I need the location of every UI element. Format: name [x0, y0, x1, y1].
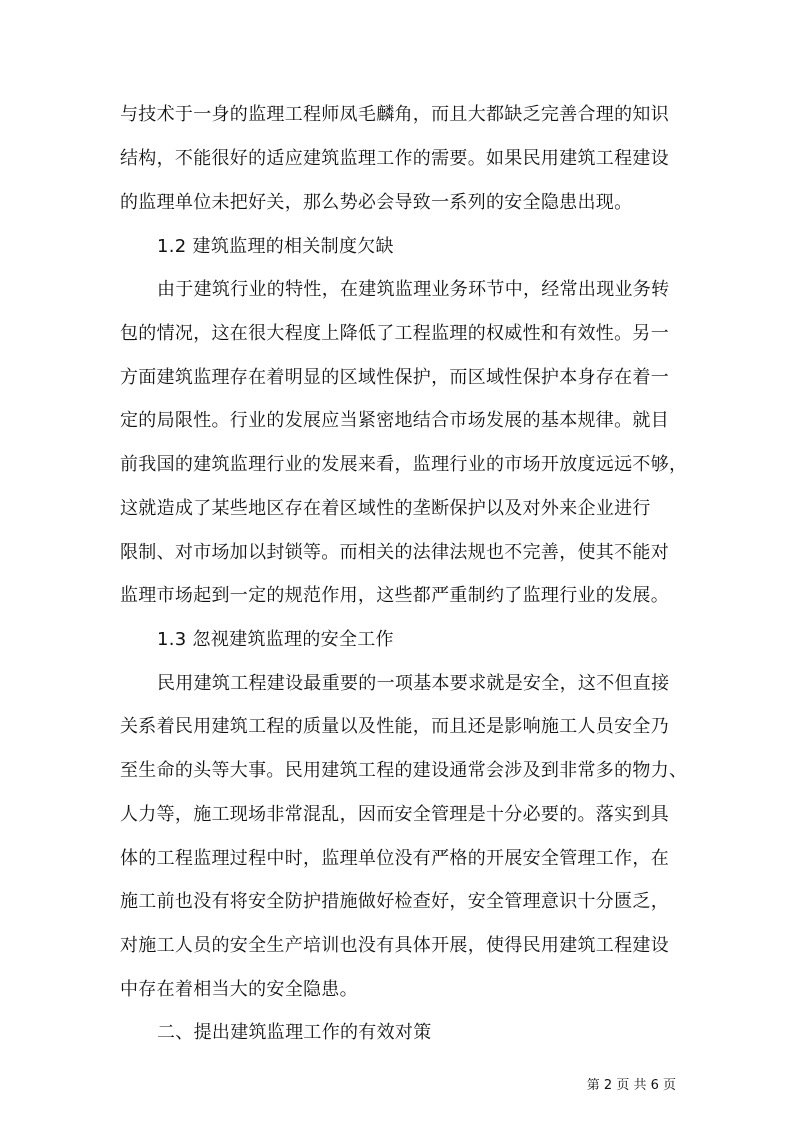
- paragraph-line: 前我国的建筑监理行业的发展来看，监理行业的市场开放度远远不够，: [120, 454, 688, 475]
- paragraph-line: 施工前也没有将安全防护措施做好检查好，安全管理意识十分匮乏，: [120, 891, 669, 912]
- page-number: 第 2 页 共 6 页: [586, 1078, 676, 1093]
- paragraph-line: 对施工人员的安全生产培训也没有具体开展，使得民用建筑工程建设: [120, 935, 669, 956]
- paragraph-line: 民用建筑工程建设最重要的一项基本要求就是安全，这不但直接: [157, 673, 670, 694]
- paragraph-line: 限制、对市场加以封锁等。而相关的法律法规也不完善，使其不能对: [120, 542, 669, 563]
- paragraph-line: 与技术于一身的监理工程师凤毛麟角，而且大都缺乏完善合理的知识: [120, 104, 669, 125]
- paragraph-line: 定的局限性。行业的发展应当紧密地结合市场发展的基本规律。就目: [120, 410, 669, 431]
- paragraph-line: 结构，不能很好的适应建筑监理工作的需要。如果民用建筑工程建设: [120, 148, 669, 169]
- paragraph-line: 体的工程监理过程中时，监理单位没有严格的开展安全管理工作，在: [120, 848, 669, 869]
- section-heading-1-2: 1.2 建筑监理的相关制度欠缺: [157, 236, 394, 257]
- paragraph-line: 至生命的头等大事。民用建筑工程的建设通常会涉及到非常多的物力、: [120, 760, 688, 781]
- paragraph-line: 关系着民用建筑工程的质量以及性能，而且还是影响施工人员安全乃: [120, 716, 669, 737]
- paragraph-line: 的监理单位未把好关，那么势必会导致一系列的安全隐患出现。: [120, 192, 633, 213]
- paragraph-line: 这就造成了某些地区存在着区域性的垄断保护以及对外来企业进行: [120, 498, 651, 519]
- paragraph-line: 方面建筑监理存在着明显的区域性保护，而区域性保护本身存在着一: [120, 367, 669, 388]
- paragraph-line: 由于建筑行业的特性，在建筑监理业务环节中，经常出现业务转: [157, 279, 670, 300]
- paragraph-line: 包的情况，这在很大程度上降低了工程监理的权威性和有效性。另一: [120, 323, 669, 344]
- paragraph-line: 监理市场起到一定的规范作用，这些都严重制约了监理行业的发展。: [120, 585, 669, 606]
- paragraph-line: 中存在着相当大的安全隐患。: [120, 979, 358, 1000]
- section-heading-1-3: 1.3 忽视建筑监理的安全工作: [157, 629, 394, 650]
- section-heading-2: 二、提出建筑监理工作的有效对策: [157, 1022, 432, 1043]
- paragraph-line: 人力等，施工现场非常混乱，因而安全管理是十分必要的。落实到具: [120, 804, 669, 825]
